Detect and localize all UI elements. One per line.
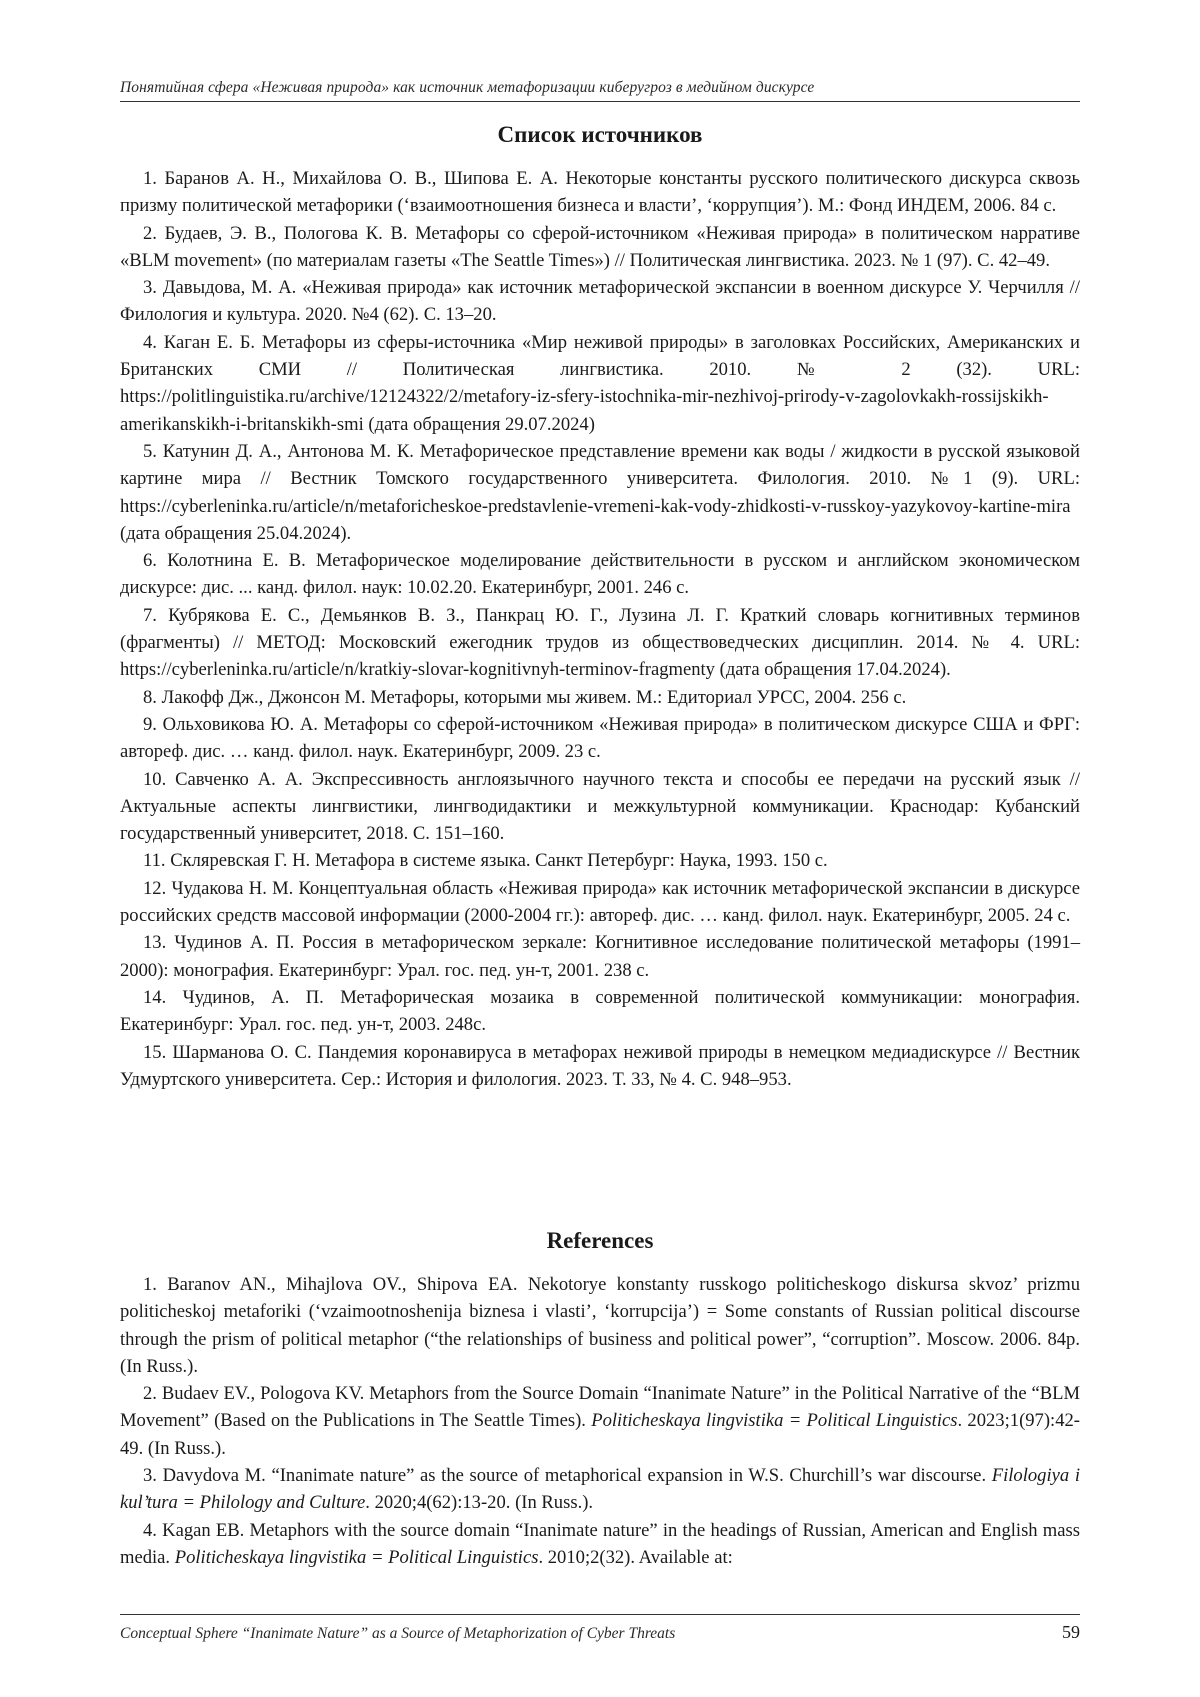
- running-head: Понятийная сфера «Неживая природа» как источник метафоризации киберугроз в медийном дискурсе: [120, 79, 815, 96]
- list-item: 10 . Савченко А. А. Экспрессивность англоязычного научного текста и способы ее передачи на русский язык // Актуальные аспекты лингвистики, лингводидактики и межкультурной коммуникации. Краснодар: Кубанский государственный университет, 2018. С. 151–160.: [120, 766, 1080, 848]
- list-item: 15 . Шарманова О. С. Пандемия коронавируса в метафорах неживой природы в немецком медиадискурсе // Вестник Удмуртского университета. Сер.: История и филология. 2023. Т. 33, № 4. С. 948–953.: [120, 1039, 1080, 1094]
- list-item: 11 . Скляревская Г. Н. Метафора в системе языка. Санкт Петербург: Наука, 1993. 150 с.: [120, 847, 1080, 874]
- references-title: References: [546, 1228, 654, 1253]
- header-rule: [120, 101, 1080, 102]
- sources-title: Список источников: [497, 122, 703, 147]
- list-item: 3 . Davydova M. “Inanimate nature” as the source of metaphorical expansion in W.S. Churchill’s war discourse. Filologiya i kul’tura = Philology and Culture. 2020;4(62):13-20. (In Russ.).: [120, 1462, 1080, 1517]
- list-item: 7 . Кубрякова Е. С., Демьянков В. З., Панкрац Ю. Г., Лузина Л. Г. Краткий словарь когнитивных терминов (фрагменты) // МЕТОД: Московский ежегодник трудов из обществоведческих дисциплин. 2014. № 4. URL: https://cyberleninka.ru/article/n/kratkiy-slovar-kognitivnyh-terminov-fragmenty (дата обращения 17.04.2024).: [120, 602, 1080, 684]
- list-item: 12 . Чудакова Н. М. Концептуальная область «Неживая природа» как источник метафорической экспансии в дискурсе российских средств массовой информации (2000-2004 гг.): автореф. дис. … канд. филол. наук. Екатеринбург, 2005. 24 с.: [120, 875, 1080, 930]
- list-item: 13 . Чудинов А. П. Россия в метафорическом зеркале: Когнитивное исследование политической метафоры (1991–2000): монография. Екатеринбург: Урал. гос. пед. ун-т, 2001. 238 с.: [120, 929, 1080, 984]
- list-item: 4 . Kagan EB. Metaphors with the source domain “Inanimate nature” in the headings of Russian, American and English mass media. Politicheskaya lingvistika = Political Linguistics. 2010;2(32). Available at:: [120, 1517, 1080, 1572]
- list-item: 2 . Budaev EV., Pologova KV. Metaphors from the Source Domain “Inanimate Nature” in the Political Narrative of the “BLM Movement” (Based on the Publications in The Seattle Times). Politicheskaya lingvistika = Political Linguistics. 2023;1(97):42-49. (In Russ.).: [120, 1380, 1080, 1462]
- list-item: 3 . Давыдова, М. А. «Неживая природа» как источник метафорической экспансии в военном дискурсе У. Черчилля // Филология и культура. 2020. №4 (62). С. 13–20.: [120, 274, 1080, 329]
- footer-rule: [120, 1614, 1080, 1615]
- page-number: 59: [1062, 1622, 1080, 1642]
- list-item: 8 . Лакофф Дж., Джонсон М. Метафоры, которыми мы живем. М.: Едиториал УРСС, 2004. 256 с.: [120, 684, 1080, 711]
- list-item: 6 . Колотнина Е. В. Метафорическое моделирование действительности в русском и английском экономическом дискурсе: дис. ... канд. филол. наук: 10.02.20. Екатеринбург, 2001. 246 с.: [120, 547, 1080, 602]
- running-footer: Conceptual Sphere “Inanimate Nature” as a Source of Metaphorization of Cyber Threats: [120, 1625, 676, 1642]
- list-item: 1 . Baranov AN., Mihajlova OV., Shipova EA. Nekotorye konstanty russkogo politicheskogo diskursa skvoz’ prizmu politicheskoj metaforiki (‘vzaimootnoshenija biznesa i vlasti’, ‘korrupcija’) = Some constants of Russian political discourse through the prism of political metaphor (“the relationships of business and political power”, “corruption”. Moscow. 2006. 84p. (In Russ.).: [120, 1271, 1080, 1380]
- references-list: [120, 1271, 1080, 1571]
- list-item: 9 . Ольховикова Ю. А. Метафоры со сферой-источником «Неживая природа» в политическом дискурсе США и ФРГ: автореф. дис. … канд. филол. наук. Екатеринбург, 2009. 23 с.: [120, 711, 1080, 766]
- sources-list: [120, 165, 1080, 1093]
- list-item: 4 . Каган Е. Б. Метафоры из сферы-источника «Мир неживой природы» в заголовках Российских, Американских и Британских СМИ // Политическая лингвистика. 2010. № 2 (32). URL: https://politlinguistika.ru/archive/12124322/2/metafory-iz-sfery-istochnika-mir-nezhivoj-prirody-v-zagolovkakh-rossijskikh-amerikanskikh-i-britanskikh-smi (дата обращения 29.07.2024): [120, 329, 1080, 438]
- list-item: 2 . Будаев, Э. В., Пологова К. В. Метафоры со сферой-источником «Неживая природа» в политическом нарративе «BLM movement» (по материалам газеты «The Seattle Times») // Политическая лингвистика. 2023. № 1 (97). С. 42–49.: [120, 220, 1080, 275]
- list-item: 14 . Чудинов, А. П. Метафорическая мозаика в современной политической коммуникации: монография. Екатеринбург: Урал. гос. пед. ун-т, 2003. 248с.: [120, 984, 1080, 1039]
- list-item: 1 . Баранов А. Н., Михайлова О. В., Шипова Е. А. Некоторые константы русского политического дискурса сквозь призму политической метафорики (‘взаимоотношения бизнеса и власти’, ‘коррупция’). М.: Фонд ИНДЕМ, 2006. 84 с.: [120, 165, 1080, 220]
- list-item: 5 . Катунин Д. А., Антонова М. К. Метафорическое представление времени как воды / жидкости в русской языковой картине мира // Вестник Томского государственного университета. Филология. 2010. №1 (9). URL: https://cyberleninka.ru/article/n/metaforicheskoe-predstavlenie-vremeni-kak-vody-zhidkosti-v-russkoy-yazykovoy-kartine-mira (дата обращения 25.04.2024).: [120, 438, 1080, 547]
